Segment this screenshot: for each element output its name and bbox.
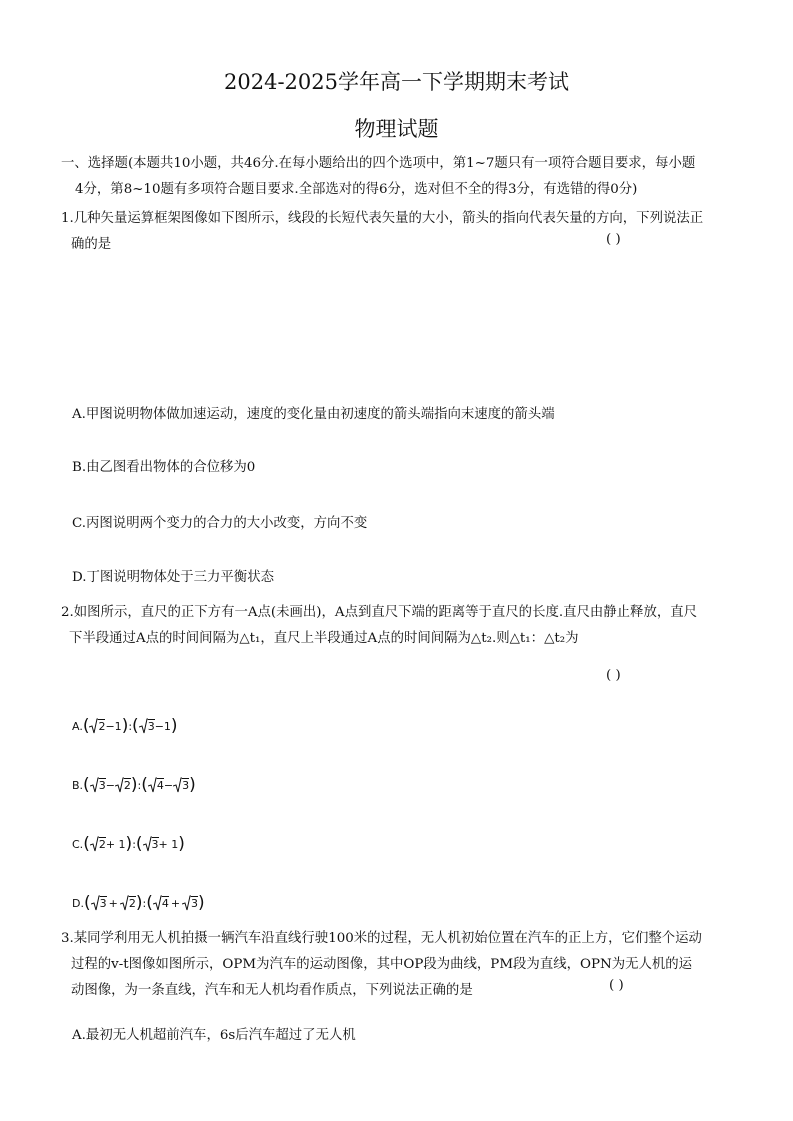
- question-3-line2: 过程的v-t图像如图所示，OPM为汽车的运动图像，其中OP段为曲线，PM段为直线，OPN为无人机的运: [71, 957, 693, 972]
- paren-close: ): [125, 834, 133, 854]
- term: −1: [105, 719, 122, 733]
- paren-open: (: [83, 775, 90, 795]
- question-1-option-b: B.由乙图看出物体的合位移为0: [72, 460, 256, 475]
- exam-subtitle: 物理试题: [354, 117, 439, 141]
- ratio-colon: :: [128, 719, 133, 733]
- question-2-stem: [61, 600, 741, 652]
- sqrt-icon: [182, 895, 191, 911]
- option-label: B.: [72, 778, 84, 792]
- question-3-line1: 3.某同学利用无人机拍摄一辆汽车沿直线行驶100米的过程，无人机初始位置在汽车的正上方，它们整个运动: [61, 931, 702, 946]
- radicand: 4: [156, 779, 164, 792]
- radicand: 2: [128, 897, 136, 910]
- sqrt-icon: [120, 895, 129, 911]
- question-1-stem: [61, 206, 741, 258]
- paren-close: ): [189, 775, 196, 795]
- paren-close: ): [198, 893, 205, 913]
- question-2-option-d: [72, 893, 205, 913]
- operator: −: [163, 778, 174, 792]
- ratio-colon: :: [132, 837, 136, 851]
- sqrt-icon: [89, 718, 98, 734]
- sqrt-icon: [91, 895, 100, 911]
- paren-open: (: [82, 716, 90, 736]
- paren-close: ): [130, 775, 138, 795]
- sqrt-icon: [148, 777, 157, 793]
- radicand: 2: [98, 838, 106, 851]
- operator: +: [108, 896, 118, 910]
- question-2-option-c: [72, 834, 185, 854]
- sqrt-icon: [139, 718, 148, 734]
- question-1-answer-paren: ( ): [606, 232, 621, 247]
- sqrt-icon: [90, 836, 99, 852]
- radicand: 2: [123, 779, 131, 792]
- radicand: 3: [147, 720, 155, 733]
- ratio-colon: :: [137, 778, 142, 792]
- option-label: D.: [72, 896, 84, 910]
- term: −1: [154, 719, 171, 733]
- question-3-option-a: A.最初无人机超前汽车，6s后汽车超过了无人机: [72, 1028, 356, 1043]
- question-1-option-a: A.甲图说明物体做加速运动，速度的变化量由初速度的箭头端指向末速度的箭头端: [72, 407, 555, 422]
- radicand: 4: [161, 897, 169, 910]
- question-2-line1: 2.如图所示，直尺的正下方有一A点(未画出)，A点到直尺下端的距离等于直尺的长度.直尺由静止释放，直尺: [61, 605, 698, 620]
- term: + 1: [158, 837, 179, 851]
- ratio-colon: :: [142, 896, 147, 910]
- question-1-option-c: C.丙图说明两个变力的合力的大小改变，方向不变: [72, 516, 368, 531]
- section-instructions-line1: 一、选择题(本题共10小题，共46分.在每小题给出的四个选项中，第1~7题只有一项符合题目要求，每小题: [61, 156, 696, 171]
- paren-open: (: [83, 834, 90, 854]
- paren-close: ): [178, 834, 185, 854]
- paren-open: (: [83, 893, 91, 913]
- question-3-answer-paren: ( ): [609, 978, 624, 993]
- radicand: 2: [98, 720, 106, 733]
- question-1-line1: 1.几种矢量运算框架图像如下图所示，线段的长短代表矢量的大小，箭头的指向代表矢量的方向，下列说法正: [61, 211, 704, 226]
- question-1-option-d: D.丁图说明物体处于三力平衡状态: [72, 570, 274, 585]
- paren-open: (: [132, 716, 139, 736]
- sqrt-icon: [173, 777, 182, 793]
- question-2-option-b: [72, 775, 196, 795]
- paren-open: (: [135, 834, 143, 854]
- question-2-line2: 下半段通过A点的时间间隔为△t₁，直尺上半段通过A点的时间间隔为△t₂.则△t₁：△t₂为: [69, 631, 579, 646]
- option-label: C.: [72, 837, 84, 851]
- paren-close: ): [170, 716, 178, 736]
- section-instructions: [61, 151, 741, 203]
- term: + 1: [105, 837, 126, 851]
- radicand: 3: [191, 897, 199, 910]
- radicand: 3: [151, 838, 159, 851]
- section-instructions-line2: 4分，第8~10题有多项符合题目要求.全部选对的得6分，选对但不全的得3分，有选错的得0分): [75, 182, 638, 197]
- question-2-answer-paren: ( ): [606, 668, 621, 683]
- radicand: 3: [99, 897, 107, 910]
- operator: +: [170, 896, 181, 910]
- question-1-line2: 确的是: [71, 237, 112, 252]
- option-label: A.: [72, 719, 83, 733]
- paren-close: ): [135, 893, 143, 913]
- question-3-stem: [61, 926, 741, 1004]
- question-2-option-a: [72, 716, 178, 736]
- operator: −: [105, 778, 115, 792]
- sqrt-icon: [90, 777, 99, 793]
- sqrt-icon: [115, 777, 124, 793]
- radicand: 3: [98, 779, 106, 792]
- sqrt-icon: [143, 836, 152, 852]
- exam-title: 2024-2025学年高一下学期期末考试: [224, 70, 569, 94]
- sqrt-icon: [153, 895, 162, 911]
- paren-close: ): [121, 716, 129, 736]
- question-3-line3: 动图像，为一条直线，汽车和无人机均看作质点，下列说法正确的是: [71, 983, 473, 998]
- paren-open: (: [141, 775, 148, 795]
- paren-open: (: [146, 893, 153, 913]
- radicand: 3: [182, 779, 190, 792]
